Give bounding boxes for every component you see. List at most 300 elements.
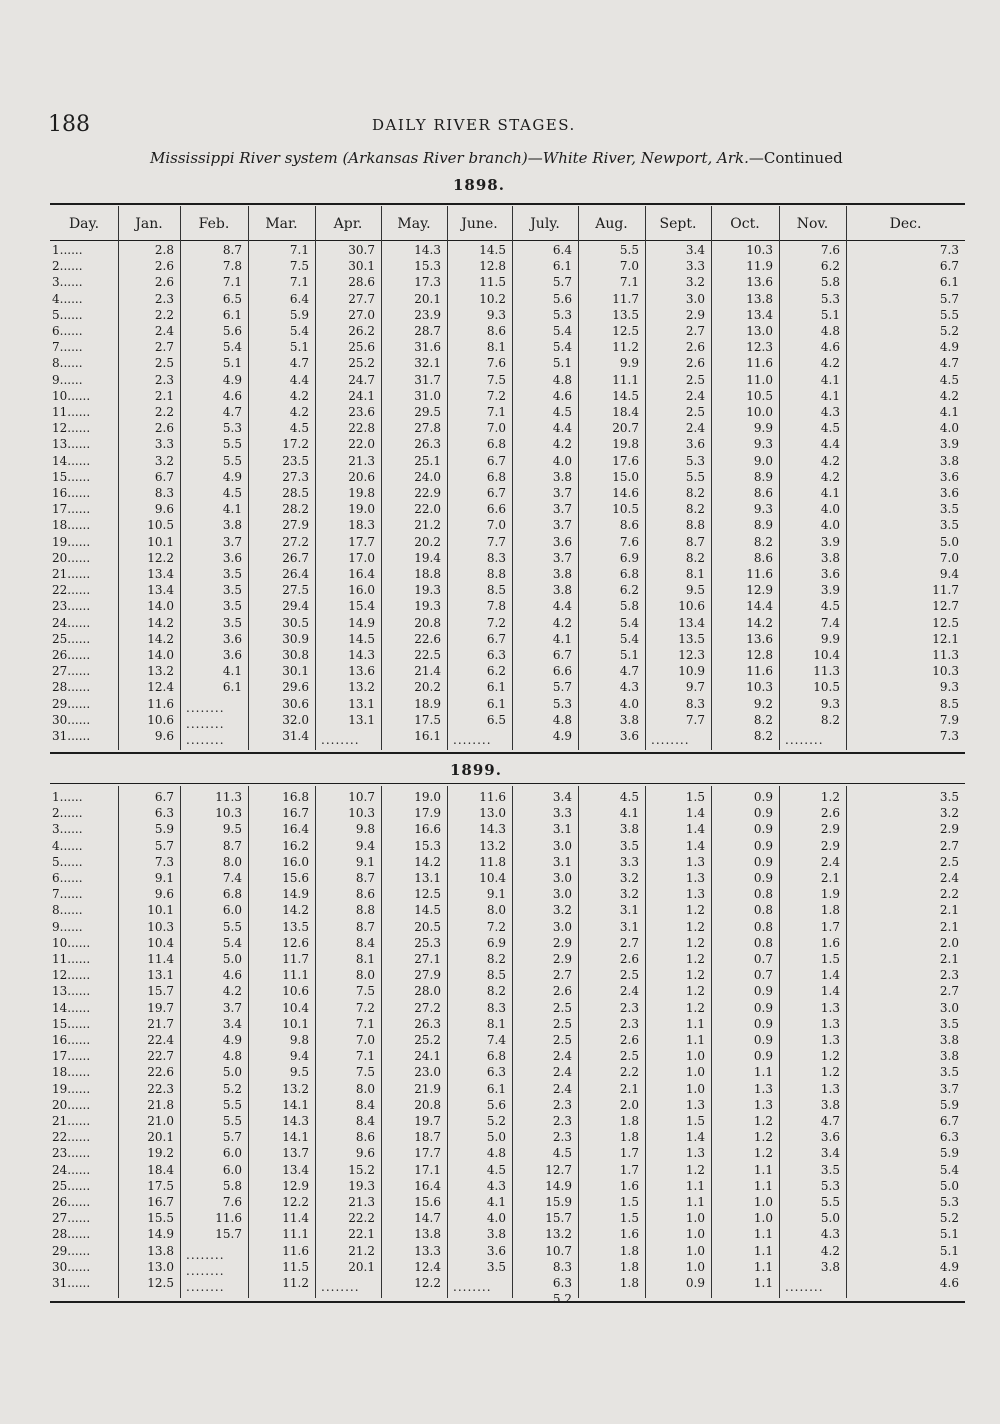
stage-1899-value: 8.4: [355, 1114, 375, 1128]
stage-1899-value: 1.1: [753, 1227, 773, 1242]
stage-1899-value: 2.6: [619, 952, 639, 966]
stage-1898-value: 4.2: [820, 453, 840, 468]
stage-1899-value: 2.2: [619, 1065, 639, 1080]
stage-1899-value: 0.9: [753, 806, 773, 821]
stage-1898-value: 10.5: [746, 388, 773, 403]
stage-1898-value: 6.1: [939, 275, 959, 290]
stage-1898-value: 3.7: [552, 502, 572, 517]
stage-1899-value: 2.5: [552, 1000, 572, 1015]
stage-1898-value: 15.4: [348, 599, 375, 614]
stage-1898-value: 9.3: [820, 696, 840, 711]
stage-1899-value: 21.9: [414, 1081, 441, 1096]
stage-1899-value: 1.8: [619, 1243, 639, 1258]
stage-1898-value: 4.9: [222, 372, 242, 387]
stage-1899-value: 7.2: [355, 1000, 375, 1015]
stage-1899-value: 1.2: [685, 1000, 705, 1015]
stage-1899-value: 4.6: [222, 968, 242, 983]
stage-1898-value: 11.5: [479, 275, 506, 290]
stage-1898-value: 30.8: [282, 648, 309, 662]
stage-1898-value: 29.4: [282, 599, 309, 614]
stage-1898-value: 10.1: [147, 534, 174, 549]
stage-1899-value: 1.0: [685, 1065, 705, 1080]
day-label: 17......: [52, 502, 91, 517]
stage-1899-value: 5.7: [222, 1130, 242, 1145]
stage-1899-value: 1.3: [753, 1081, 773, 1096]
stage-1899-value: 3.1: [552, 822, 572, 837]
stage-1898-value: 9.7: [685, 680, 705, 695]
stage-1899-value: 25.2: [414, 1033, 441, 1047]
stage-1899-value: 1.6: [619, 1227, 639, 1242]
stage-1899-value: 6.0: [222, 903, 242, 918]
stage-1898-value: 28.6: [348, 275, 375, 290]
stage-1898-value: 4.0: [552, 453, 572, 468]
stage-1899-value: 2.0: [939, 935, 959, 950]
stage-1898-value: 13.6: [746, 631, 773, 646]
stage-1899-value: 15.7: [215, 1227, 242, 1242]
stage-1899-value: 6.7: [154, 790, 174, 804]
stage-1898-value: 5.7: [552, 680, 572, 695]
stage-1899-value: 8.0: [222, 854, 242, 869]
stage-1898-value: 28.5: [282, 486, 309, 500]
stage-1898-value: 8.5: [939, 696, 959, 711]
stage-1899-value: 24.1: [414, 1049, 441, 1064]
stage-1898-value: 9.6: [154, 729, 174, 743]
day-label: 19......: [52, 534, 91, 549]
stage-1898-value: 10.5: [612, 502, 639, 517]
stage-1898-value: 3.2: [685, 275, 705, 290]
stage-1899-value: 1.1: [685, 1195, 705, 1209]
stage-1898-value: 7.0: [486, 518, 506, 533]
stage-1898-value: 6.3: [486, 648, 506, 662]
stage-1898-value: 12.1: [932, 631, 959, 646]
day-label: 20......: [52, 550, 91, 565]
day-label: 27......: [52, 664, 91, 679]
stage-1898-value: 3.7: [552, 518, 572, 533]
stage-1898-value: 10.6: [147, 712, 174, 727]
stage-1899-value: 11.1: [282, 968, 309, 983]
stage-1898-value: 21.3: [348, 453, 375, 468]
stage-1899-value: 1.1: [753, 1259, 773, 1274]
stage-1899-value: 1.2: [685, 935, 705, 950]
stage-1899-value: 1.6: [820, 935, 840, 950]
stage-1899-value: 15.7: [545, 1211, 572, 1226]
stage-1899-value: 2.9: [552, 935, 572, 950]
stage-1898-value: 6.4: [552, 243, 572, 257]
day-label: 9......: [52, 919, 83, 934]
stage-1899-value: 6.9: [486, 935, 506, 950]
day-label: 25......: [52, 1178, 91, 1193]
stage-1898-value: 2.2: [154, 307, 174, 322]
blank-cell: ........: [186, 700, 225, 715]
stage-1898-value: 9.3: [753, 502, 773, 517]
stage-1899-value: 4.9: [222, 1033, 242, 1047]
stage-1898-value: 3.8: [222, 518, 242, 533]
stage-1899-value: 13.1: [414, 871, 441, 885]
stage-1899-value: 11.4: [147, 952, 174, 966]
day-label: 21......: [52, 1114, 91, 1128]
stage-1899-value: 5.0: [486, 1130, 506, 1145]
stage-1898-value: 6.4: [289, 291, 309, 306]
stage-1899-value: 6.3: [154, 806, 174, 821]
stage-1899-value: 6.1: [486, 1081, 506, 1096]
stage-1898-value: 31.0: [414, 388, 441, 403]
stage-1898-value: 10.0: [746, 405, 773, 419]
stage-1899-value: 5.5: [222, 919, 242, 934]
stage-1899-value: 5.2: [222, 1081, 242, 1096]
stage-1898-value: 7.1: [289, 243, 309, 257]
stage-1898-value: 7.7: [685, 712, 705, 727]
stage-1898-value: 8.2: [685, 502, 705, 517]
stage-1899-value: 1.1: [685, 1033, 705, 1047]
stage-1899-value: 13.2: [545, 1227, 572, 1242]
stage-1898-value: 4.7: [289, 356, 309, 371]
blank-cell: ........: [186, 1247, 225, 1262]
stage-1898-value: 17.6: [612, 453, 639, 468]
stage-1898-value: 5.2: [939, 324, 959, 338]
blank-cell: ........: [785, 1280, 824, 1294]
stage-1898-value: 31.6: [414, 340, 441, 355]
stage-1899-value: 4.8: [486, 1146, 506, 1161]
stage-1899-value: 21.3: [348, 1195, 375, 1209]
stage-1899-value: 5.2: [486, 1114, 506, 1128]
stage-1898-value: 7.8: [486, 599, 506, 614]
stage-1899-value: 1.2: [753, 1114, 773, 1128]
stage-1898-value: 4.1: [939, 405, 959, 419]
stage-1898-value: 8.6: [753, 486, 773, 500]
stage-1898-value: 26.3: [414, 437, 441, 452]
stage-1898-value: 7.2: [486, 615, 506, 630]
stage-1899-value: 10.3: [215, 806, 242, 821]
stage-1898-value: 4.7: [619, 664, 639, 679]
stage-1899-value: 12.9: [282, 1178, 309, 1193]
stage-1898-value: 12.3: [746, 340, 773, 355]
stage-1899-value: 1.0: [685, 1049, 705, 1064]
stage-1898-value: 14.0: [147, 648, 174, 662]
stage-1898-value: 9.2: [753, 696, 773, 711]
stage-1898-value: 3.9: [820, 534, 840, 549]
stage-1898-value: 2.7: [685, 324, 705, 338]
stage-1898-value: 3.8: [939, 453, 959, 468]
stage-1899-value: 2.3: [552, 1097, 572, 1112]
stage-1899-value: 3.7: [222, 1000, 242, 1015]
day-label: 17......: [52, 1049, 91, 1064]
stage-1898-value: 3.8: [552, 583, 572, 598]
stage-1899-value: 5.2: [552, 1292, 572, 1307]
stage-1899-value: 7.5: [355, 984, 375, 999]
stage-1899-value: 1.1: [753, 1178, 773, 1193]
stage-1899-value: 3.5: [939, 1065, 959, 1080]
stage-1898-value: 7.1: [486, 405, 506, 419]
header-month-3: Mar.: [265, 215, 298, 232]
stage-1898-value: 19.8: [348, 486, 375, 500]
stage-1899-value: 16.0: [282, 854, 309, 869]
stage-1899-value: 0.9: [753, 854, 773, 869]
stage-1898-value: 14.5: [612, 388, 639, 403]
stage-1898-value: 3.6: [820, 567, 840, 581]
blank-cell: ........: [186, 1280, 225, 1294]
stage-1899-value: 19.3: [348, 1178, 375, 1193]
stage-1899-value: 5.9: [939, 1146, 959, 1161]
stage-1899-value: 2.7: [939, 984, 959, 999]
stage-1899-value: 21.0: [147, 1114, 174, 1128]
stage-1898-value: 5.4: [222, 340, 242, 355]
stage-1899-value: 1.0: [685, 1259, 705, 1274]
stage-1899-value: 1.4: [685, 822, 705, 837]
stage-1899-value: 8.2: [486, 984, 506, 999]
stage-1898-value: 8.8: [685, 518, 705, 533]
stage-1899-value: 2.9: [552, 952, 572, 966]
stage-1898-value: 4.0: [820, 502, 840, 517]
stage-1898-value: 5.3: [552, 696, 572, 711]
stage-1898-value: 7.6: [820, 243, 840, 257]
stage-1899-value: 3.8: [820, 1097, 840, 1112]
stage-1899-value: 14.9: [545, 1178, 572, 1193]
day-label: 13......: [52, 984, 91, 999]
stage-1899-value: 10.4: [479, 871, 506, 885]
stage-1899-value: 3.1: [619, 919, 639, 934]
stage-1898-value: 4.4: [820, 437, 840, 452]
stage-1899-value: 21.2: [348, 1243, 375, 1258]
header-month-4: Apr.: [333, 215, 363, 232]
column-divider: [711, 206, 712, 750]
stage-1898-value: 3.5: [222, 599, 242, 614]
stage-1898-value: 3.9: [820, 583, 840, 598]
stage-1898-value: 4.5: [820, 599, 840, 614]
stage-1898-value: 32.0: [282, 712, 309, 727]
stage-1898-value: 18.3: [348, 518, 375, 533]
stage-1899-value: 15.9: [545, 1195, 572, 1209]
stage-1899-value: 5.9: [154, 822, 174, 837]
stage-1899-value: 27.9: [414, 968, 441, 983]
stage-1898-value: 4.2: [289, 388, 309, 403]
stage-1898-value: 19.3: [414, 599, 441, 614]
day-label: 30......: [52, 1259, 91, 1274]
stage-1898-value: 9.0: [753, 453, 773, 468]
stage-1898-value: 3.6: [222, 631, 242, 646]
stage-1898-value: 5.3: [222, 421, 242, 436]
stage-1899-value: 3.8: [619, 822, 639, 837]
stage-1899-value: 2.9: [939, 822, 959, 837]
stage-1899-value: 17.5: [147, 1178, 174, 1193]
stage-1899-value: 1.0: [685, 1227, 705, 1242]
stage-1899-value: 12.7: [545, 1162, 572, 1177]
stage-1898-value: 27.5: [282, 583, 309, 598]
stage-1899-value: 5.1: [939, 1227, 959, 1242]
stage-1898-value: 12.2: [147, 550, 174, 565]
stage-1898-value: 3.0: [685, 291, 705, 306]
stage-1899-value: 1.7: [820, 919, 840, 934]
stage-1899-value: 28.0: [414, 984, 441, 999]
stage-1899-value: 20.8: [414, 1097, 441, 1112]
stage-1898-value: 8.2: [685, 486, 705, 500]
day-label: 22......: [52, 583, 91, 598]
stage-1899-value: 22.3: [147, 1081, 174, 1096]
stage-1899-value: 2.3: [552, 1130, 572, 1145]
stage-1898-value: 2.5: [154, 356, 174, 371]
stage-1899-value: 13.5: [282, 919, 309, 934]
stage-1898-value: 5.1: [619, 648, 639, 662]
stage-1899-value: 7.4: [222, 871, 242, 885]
stage-1899-value: 4.2: [222, 984, 242, 999]
stage-1899-value: 2.4: [619, 984, 639, 999]
stage-1899-value: 1.4: [685, 838, 705, 853]
stage-1898-value: 5.8: [820, 275, 840, 290]
stage-1899-value: 8.0: [355, 1081, 375, 1096]
stage-1899-value: 1.0: [685, 1081, 705, 1096]
stage-1898-value: 19.3: [414, 583, 441, 598]
stage-1898-value: 11.6: [746, 664, 773, 679]
day-label: 16......: [52, 486, 91, 500]
day-label: 5......: [52, 307, 83, 322]
stage-1899-value: 2.5: [552, 1033, 572, 1047]
stage-1898-value: 7.5: [486, 372, 506, 387]
stage-1899-value: 1.8: [619, 1259, 639, 1274]
stage-1899-value: 8.5: [486, 968, 506, 983]
stage-1899-value: 2.9: [820, 838, 840, 853]
stage-1898-value: 9.3: [486, 307, 506, 322]
stage-1899-value: 2.1: [820, 871, 840, 885]
stage-1899-value: 3.0: [552, 887, 572, 902]
stage-1899-value: 1.3: [685, 1146, 705, 1161]
stage-1898-value: 27.3: [282, 469, 309, 484]
stage-1898-value: 11.9: [746, 259, 773, 274]
day-label: 23......: [52, 1146, 91, 1161]
stage-1899-value: 1.9: [820, 887, 840, 902]
stage-1899-value: 9.8: [355, 822, 375, 837]
stage-1898-value: 4.5: [820, 421, 840, 436]
day-label: 18......: [52, 518, 91, 533]
stage-1898-value: 14.4: [746, 599, 773, 614]
stage-1898-value: 8.1: [685, 567, 705, 581]
stage-1899-value: 14.2: [414, 854, 441, 869]
stage-1898-value: 16.4: [348, 567, 375, 581]
stage-1898-value: 10.9: [678, 664, 705, 679]
stage-1899-value: 11.6: [282, 1243, 309, 1258]
day-label: 21......: [52, 567, 91, 581]
blank-cell: ........: [453, 733, 492, 747]
day-label: 31......: [52, 729, 91, 743]
stage-1898-value: 30.6: [282, 696, 309, 711]
stage-1899-value: 5.4: [939, 1162, 959, 1177]
stage-1898-value: 8.6: [486, 324, 506, 338]
stage-1898-value: 27.2: [282, 534, 309, 549]
stage-1899-value: 9.1: [486, 887, 506, 902]
stage-1899-value: 11.8: [479, 854, 506, 869]
stage-1898-value: 5.7: [939, 291, 959, 306]
stage-1899-value: 13.3: [414, 1243, 441, 1258]
stage-1899-value: 14.5: [414, 903, 441, 918]
day-label: 28......: [52, 680, 91, 695]
stage-1899-value: 27.1: [414, 952, 441, 966]
stage-1898-value: 19.0: [348, 502, 375, 517]
stage-1899-value: 4.1: [619, 806, 639, 821]
stage-1898-value: 4.5: [289, 421, 309, 436]
stage-1899-value: 16.7: [147, 1195, 174, 1209]
stage-1898-value: 7.8: [222, 259, 242, 274]
stage-1899-value: 21.8: [147, 1097, 174, 1112]
day-label: 13......: [52, 437, 91, 452]
stage-1898-value: 4.4: [552, 599, 572, 614]
stage-1898-value: 21.2: [414, 518, 441, 533]
stage-1899-value: 3.2: [939, 806, 959, 821]
stage-1898-value: 25.6: [348, 340, 375, 355]
stage-1899-value: 1.4: [685, 806, 705, 821]
stage-1898-value: 6.2: [486, 664, 506, 679]
stage-1898-value: 4.2: [552, 615, 572, 630]
stage-1898-value: 5.5: [939, 307, 959, 322]
stage-1898-value: 13.5: [678, 631, 705, 646]
stage-1898-value: 6.7: [486, 453, 506, 468]
stage-1898-value: 5.4: [552, 340, 572, 355]
stage-1898-value: 24.7: [348, 372, 375, 387]
stage-1899-value: 0.9: [753, 984, 773, 999]
stage-1899-value: 17.7: [414, 1146, 441, 1161]
stage-1899-value: 3.6: [486, 1243, 506, 1258]
stage-1899-value: 1.2: [685, 968, 705, 983]
stage-1899-value: 15.7: [147, 984, 174, 999]
stage-1899-value: 2.4: [552, 1081, 572, 1096]
stage-1899-value: 2.2: [939, 887, 959, 902]
stage-1899-value: 1.2: [685, 919, 705, 934]
stage-1898-value: 11.6: [147, 696, 174, 711]
stage-1899-value: 13.1: [147, 968, 174, 983]
stage-1899-value: 4.6: [939, 1276, 959, 1290]
stage-1899-value: 7.6: [222, 1195, 242, 1209]
stage-1899-value: 10.1: [147, 903, 174, 918]
stage-1899-value: 1.2: [820, 1049, 840, 1064]
stage-1899-value: 2.0: [619, 1097, 639, 1112]
day-label: 26......: [52, 1195, 91, 1209]
stage-1899-value: 16.8: [282, 790, 309, 804]
header-month-8: Aug.: [595, 215, 628, 232]
day-label: 15......: [52, 469, 91, 484]
stage-1899-value: 4.8: [222, 1049, 242, 1064]
stage-1898-value: 3.6: [222, 550, 242, 565]
stage-1898-value: 3.3: [154, 437, 174, 452]
top-rule: [50, 203, 965, 205]
stage-1899-value: 0.7: [753, 952, 773, 966]
day-label: 4......: [52, 838, 83, 853]
stage-1899-value: 4.3: [486, 1178, 506, 1193]
stage-1899-value: 3.6: [820, 1130, 840, 1145]
stage-1899-value: 1.3: [820, 1081, 840, 1096]
stage-1899-value: 1.5: [619, 1211, 639, 1226]
stage-1899-value: 5.8: [222, 1178, 242, 1193]
stage-1898-value: 4.5: [222, 486, 242, 500]
stage-1899-value: 7.0: [355, 1033, 375, 1047]
stage-1899-value: 4.7: [820, 1114, 840, 1128]
stage-1899-value: 17.1: [414, 1162, 441, 1177]
stage-1898-value: 5.1: [820, 307, 840, 322]
stage-1899-value: 7.1: [355, 1049, 375, 1064]
stage-1898-value: 30.9: [282, 631, 309, 646]
stage-1898-value: 8.6: [619, 518, 639, 533]
stage-1898-value: 8.3: [154, 486, 174, 500]
stage-1899-value: 12.2: [282, 1195, 309, 1209]
day-label: 19......: [52, 1081, 91, 1096]
stage-1898-value: 4.5: [939, 372, 959, 387]
stage-1898-value: 26.7: [282, 550, 309, 565]
stage-1898-value: 8.2: [753, 712, 773, 727]
stage-1899-value: 6.3: [939, 1130, 959, 1145]
stage-1898-value: 27.7: [348, 291, 375, 306]
day-label: 29......: [52, 1243, 91, 1258]
stage-1898-value: 4.4: [552, 421, 572, 436]
stage-1898-value: 15.3: [414, 259, 441, 274]
stage-1898-value: 2.6: [154, 259, 174, 274]
stage-1899-value: 5.5: [222, 1114, 242, 1128]
stage-1899-value: 11.1: [282, 1227, 309, 1242]
